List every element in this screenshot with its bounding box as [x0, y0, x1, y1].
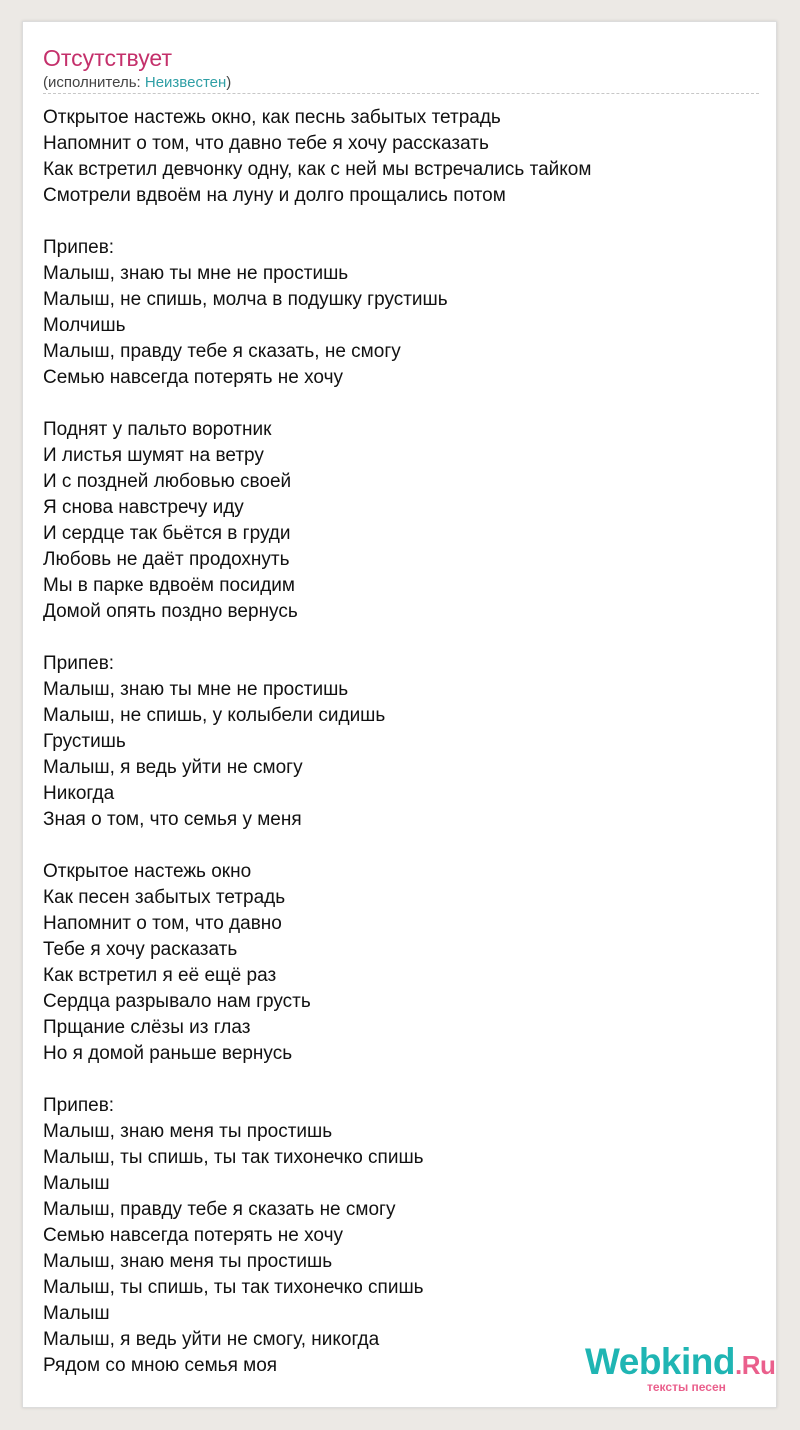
lyric-line: Напомнит о том, что давно — [43, 913, 282, 934]
lyric-line: И листья шумят на ветру — [43, 445, 264, 466]
lyric-line: Прщание слёзы из глаз — [43, 1017, 251, 1038]
song-title: Отсутствует — [43, 45, 172, 71]
lyric-line: Никогда — [43, 783, 115, 804]
lyric-line: Малыш — [43, 1173, 110, 1194]
stanza-gap — [43, 625, 591, 651]
site-logo[interactable] — [585, 1341, 775, 1401]
stanza-gap — [43, 391, 591, 417]
lyric-line: Зная о том, что семья у меня — [43, 809, 302, 830]
lyric-line: Семью навсегда потерять не хочу — [43, 367, 343, 388]
lyric-line: И с поздней любовью своей — [43, 471, 292, 492]
logo-tld: .Ru — [735, 1350, 776, 1380]
lyric-line: Открытое настежь окно — [43, 861, 252, 882]
lyric-line: Поднят у пальто воротник — [43, 419, 272, 440]
lyric-line: Грустишь — [43, 731, 126, 752]
lyric-line: Как песен забытых тетрадь — [43, 887, 286, 908]
lyric-line: Любовь не даёт продохнуть — [43, 549, 290, 570]
lyric-line: Открытое настежь окно, как песнь забытых тетрадь — [43, 107, 501, 128]
artist-link[interactable]: Неизвестен — [144, 74, 227, 91]
lyric-line: Малыш, не спишь, молча в подушку грустишь — [43, 289, 448, 310]
lyric-line: Малыш, ты спишь, ты так тихонечко спишь — [43, 1147, 424, 1168]
artist-line — [43, 73, 231, 93]
lyric-line: Как встретил я её ещё раз — [43, 965, 277, 986]
stanza-gap — [43, 833, 591, 859]
lyric-line: Припев: — [43, 1095, 115, 1116]
lyric-line: Молчишь — [43, 315, 126, 336]
lyric-line: Малыш, знаю ты мне не простишь — [43, 263, 349, 284]
lyric-line: Рядом со мною семья моя — [43, 1355, 278, 1376]
lyric-line: Малыш, знаю ты мне не простишь — [43, 679, 349, 700]
lyrics-text — [43, 105, 591, 1379]
lyric-line: Семью навсегда потерять не хочу — [43, 1225, 343, 1246]
artist-suffix: ) — [226, 74, 232, 91]
lyric-line: Малыш — [43, 1303, 110, 1324]
lyric-line: Напомнит о том, что давно тебе я хочу рассказать — [43, 133, 489, 154]
lyric-line: Припев: — [43, 653, 115, 674]
lyric-line: Малыш, знаю меня ты простишь — [43, 1121, 333, 1142]
lyric-line: Припев: — [43, 237, 115, 258]
logo-name: Webkind — [585, 1341, 735, 1382]
lyric-line: Малыш, знаю меня ты простишь — [43, 1251, 333, 1272]
logo-tagline: тексты песен — [647, 1380, 726, 1394]
lyric-line: Но я домой раньше вернусь — [43, 1043, 293, 1064]
lyric-line: Малыш, я ведь уйти не смогу, никогда — [43, 1329, 380, 1350]
artist-prefix: (исполнитель: — [43, 74, 145, 91]
lyric-line: Смотрели вдвоём на луну и долго прощались потом — [43, 185, 506, 206]
lyric-line: Мы в парке вдвоём посидим — [43, 575, 295, 596]
lyric-line: Малыш, ты спишь, ты так тихонечко спишь — [43, 1277, 424, 1298]
lyric-line: И сердце так бьётся в груди — [43, 523, 291, 544]
lyric-line: Сердца разрывало нам грусть — [43, 991, 311, 1012]
lyric-line: Тебе я хочу расказать — [43, 939, 238, 960]
stanza-gap — [43, 1067, 591, 1093]
dashed-divider — [43, 93, 759, 94]
lyric-line: Домой опять поздно вернусь — [43, 601, 298, 622]
lyric-line: Малыш, я ведь уйти не смогу — [43, 757, 303, 778]
lyric-line: Как встретил девчонку одну, как с ней мы встречались тайком — [43, 159, 592, 180]
lyric-line: Малыш, правду тебе я сказать не смогу — [43, 1199, 396, 1220]
lyric-line: Малыш, не спишь, у колыбели сидишь — [43, 705, 386, 726]
lyric-line: Малыш, правду тебе я сказать, не смогу — [43, 341, 401, 362]
lyric-line: Я снова навстречу иду — [43, 497, 244, 518]
stanza-gap — [43, 209, 591, 235]
lyrics-card — [22, 21, 777, 1408]
